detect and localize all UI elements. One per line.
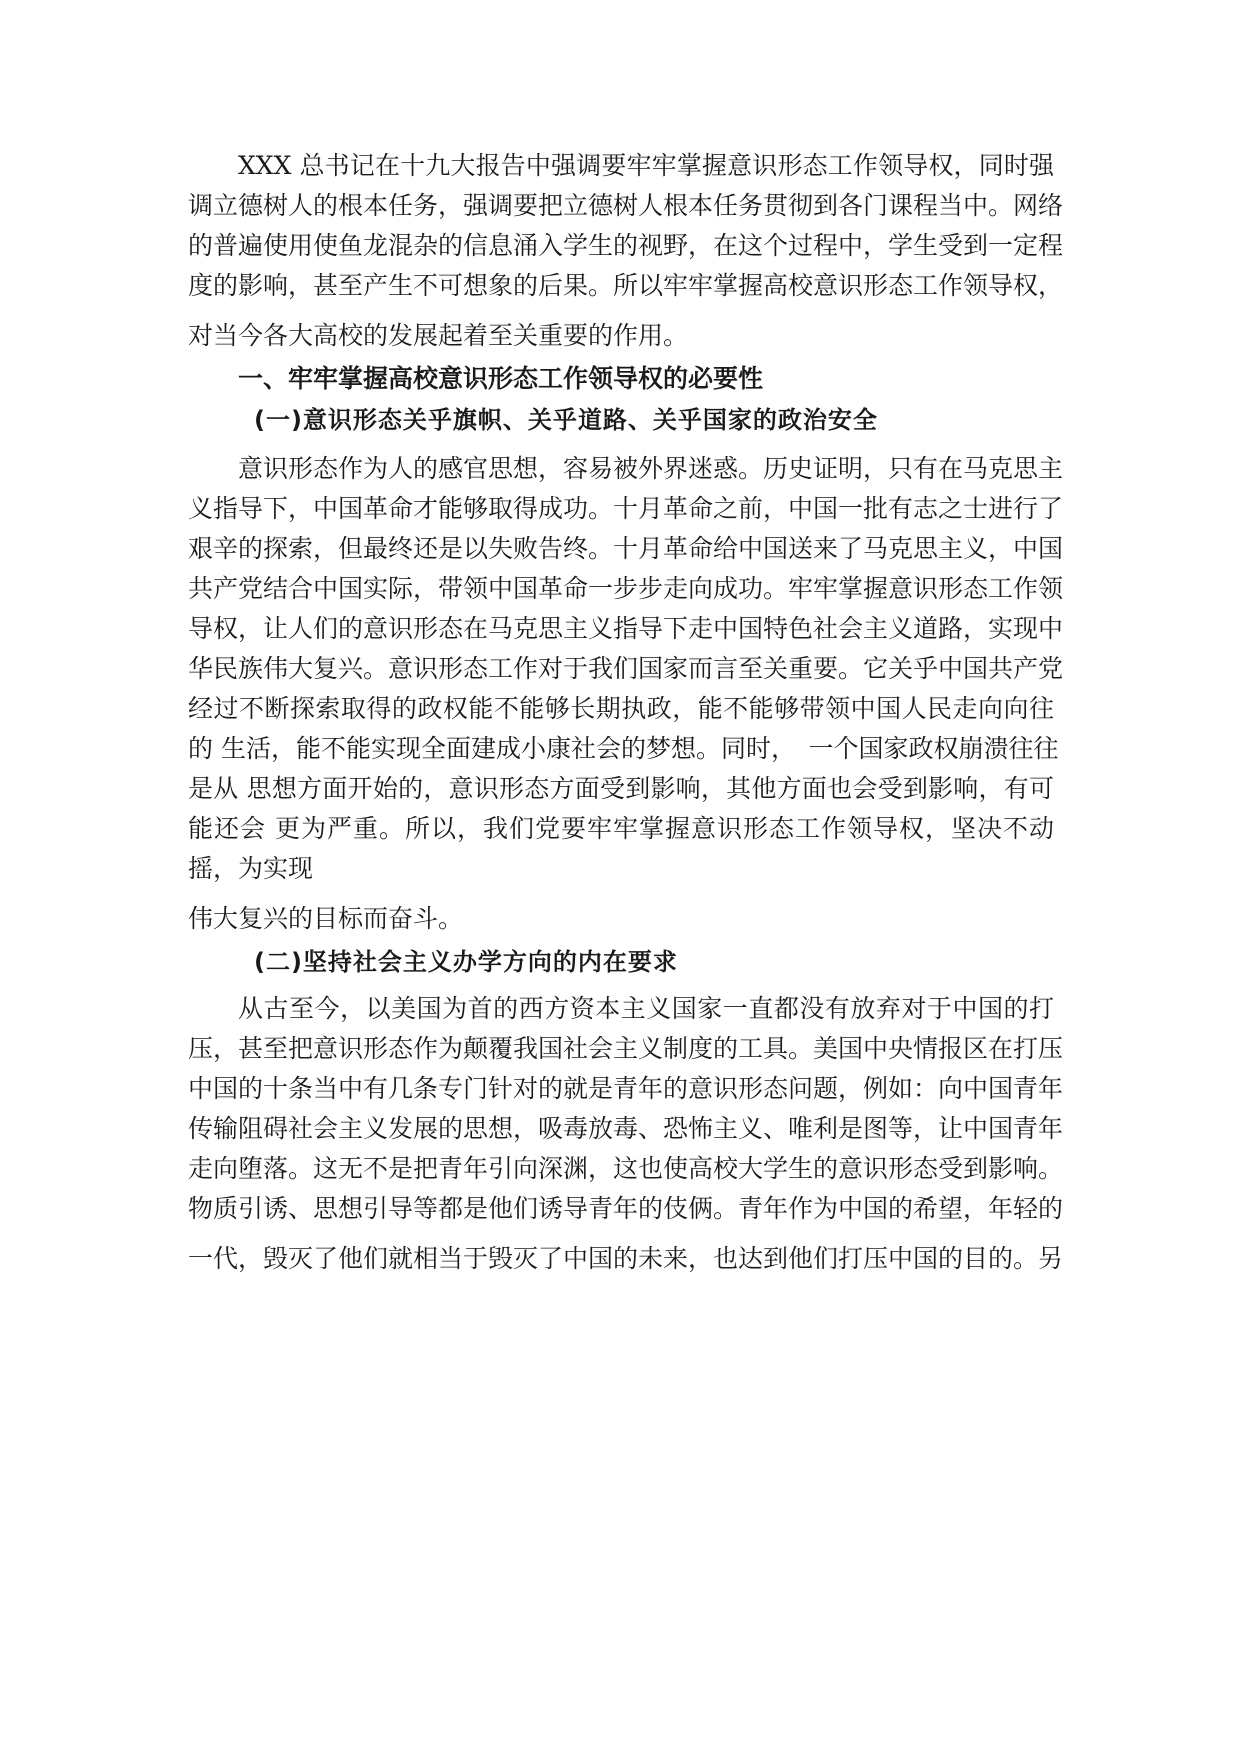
paragraph-line: 华民族伟大复兴。意识形态工作对于我们国家而言至关重要。它关乎中国共产党: [188, 654, 1064, 683]
paragraph-line: 伟大复兴的目标而奋斗。: [188, 904, 464, 933]
paragraph-line: 对当今各大高校的发展起着至关重要的作用。: [188, 321, 689, 350]
paragraph-line: 义指导下，中国革命才能够取得成功。十月革命之前，中国一批有志之士进行了: [188, 494, 1064, 523]
paragraph-line: 是从 思想方面开始的，意识形态方面受到影响，其他方面也会受到影响，有可: [188, 774, 1054, 803]
paragraph-line: 经过不断探索取得的政权能不能够长期执政，能不能够带领中国人民走向向往: [188, 694, 1054, 723]
paragraph-line: 一代，毁灭了他们就相当于毁灭了中国的未来，也达到他们打压中国的目的。另: [188, 1244, 1064, 1273]
paragraph-line: 共产党结合中国实际，带领中国革命一步步走向成功。牢牢掌握意识形态工作领: [188, 574, 1064, 603]
paragraph-line: 摇，为实现: [188, 854, 314, 883]
paragraph-line: 中国的十条当中有几条专门针对的就是青年的意识形态问题，例如：向中国青年: [188, 1074, 1064, 1103]
paragraph-line: 从古至今，以美国为首的西方资本主义国家一直都没有放弃对于中国的打: [238, 994, 1054, 1023]
paragraph-line: 物质引诱、思想引导等都是他们诱导青年的伎俩。青年作为中国的希望，年轻的: [188, 1194, 1064, 1223]
paragraph-line: XXX 总书记在十九大报告中强调要牢牢掌握意识形态工作领导权，同时强: [238, 151, 1054, 180]
paragraph-line: 的 生活，能不能实现全面建成小康社会的梦想。同时， 一个国家政权崩溃往往: [188, 734, 1059, 763]
paragraph-line: 能还会 更为严重。所以，我们党要牢牢掌握意识形态工作领导权，坚决不动: [188, 814, 1054, 843]
section-heading: 一、牢牢掌握高校意识形态工作领导权的必要性: [238, 364, 764, 393]
paragraph-line: 调立德树人的根本任务，强调要把立德树人根本任务贯彻到各门课程当中。网络: [188, 191, 1064, 220]
paragraph-line: 意识形态作为人的感官思想，容易被外界迷惑。历史证明，只有在马克思主: [238, 454, 1064, 483]
subsection-heading: (一)意识形态关乎旗帜、关乎道路、关乎国家的政治安全: [254, 406, 878, 434]
paragraph-line: 导权，让人们的意识形态在马克思主义指导下走中国特色社会主义道路，实现中: [188, 614, 1064, 643]
paragraph-line: 艰辛的探索，但最终还是以失败告终。十月革命给中国送来了马克思主义，中国: [188, 534, 1064, 563]
subsection-heading: (二)坚持社会主义办学方向的内在要求: [254, 948, 678, 976]
paragraph-line: 的普遍使用使鱼龙混杂的信息涌入学生的视野，在这个过程中，学生受到一定程: [188, 231, 1064, 260]
paragraph-line: 压，甚至把意识形态作为颠覆我国社会主义制度的工具。美国中央情报区在打压: [188, 1034, 1064, 1063]
paragraph-line: 度的影响，甚至产生不可想象的后果。所以牢牢掌握高校意识形态工作领导权，: [188, 271, 1064, 300]
paragraph-line: 走向堕落。这无不是把青年引向深渊，这也使高校大学生的意识形态受到影响。: [188, 1154, 1064, 1183]
paragraph-line: 传输阻碍社会主义发展的思想，吸毒放毒、恐怖主义、唯利是图等，让中国青年: [188, 1114, 1064, 1143]
